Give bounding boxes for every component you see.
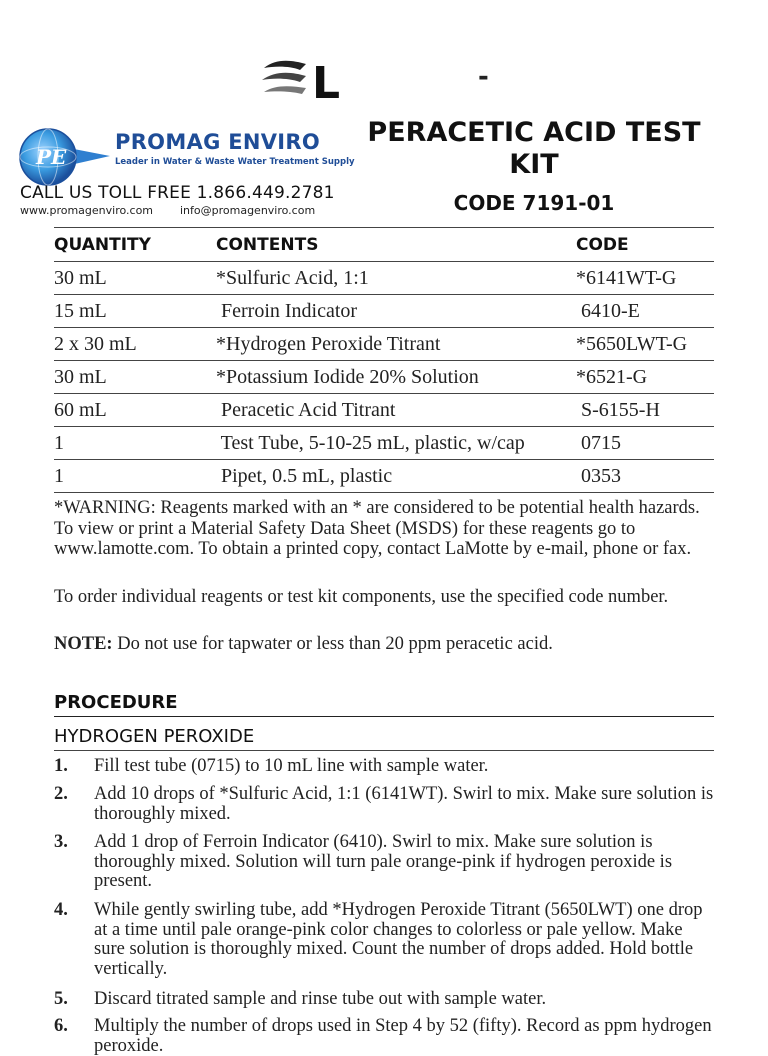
- globe-icon: [18, 126, 112, 188]
- warning-text: *WARNING: Reagents marked with an * are considered to be potential health hazards. To view or print a Material Safety Data Sheet (MSDS) for these reagents go to www.lamotte.com. To obtain a printed copy, contact LaMotte by e-mail, phone or fax.: [54, 498, 700, 559]
- header-code: CODE: [576, 228, 714, 262]
- table-row: [54, 427, 714, 460]
- step-number: 3.: [54, 832, 68, 852]
- step-number: 1.: [54, 756, 68, 776]
- cell-code: *6521-G: [576, 361, 714, 394]
- svg-text:PE: PE: [36, 145, 67, 169]
- cell-contents: *Hydrogen Peroxide Titrant: [216, 328, 576, 361]
- order-text: To order individual reagents or test kit components, use the specified code number.: [54, 587, 669, 607]
- table-row: [54, 262, 714, 295]
- hydrogen-peroxide-heading: HYDROGEN PEROXIDE: [54, 726, 714, 751]
- step-text: Add 10 drops of *Sulfuric Acid, 1:1 (6141WT). Swirl to mix. Make sure solution is thoroughly mixed.: [94, 784, 714, 824]
- cell-code: 0353: [576, 460, 714, 493]
- step-text: While gently swirling tube, add *Hydrogen Peroxide Titrant (5650LWT) one drop at a time until pale orange-pink color changes to colorless or pale yellow. Make sure solution is thoroughly mixed. Count the number of drops added. Hold bottle vertically.: [94, 900, 703, 979]
- step-number: 6.: [54, 1016, 68, 1036]
- logo-tagline: Leader in Water & Waste Water Treatment Supply: [115, 157, 355, 167]
- logo-company-name: PROMAG ENVIRO: [115, 130, 321, 154]
- logo-phone: CALL US TOLL FREE 1.866.449.2781: [20, 183, 335, 203]
- step-number: 4.: [54, 900, 68, 920]
- title-line-2: KIT: [509, 149, 559, 180]
- cell-contents: *Sulfuric Acid, 1:1: [216, 262, 576, 295]
- kit-code: CODE 7191-01: [453, 191, 615, 215]
- note-text: [54, 634, 714, 655]
- table-row: [54, 460, 714, 493]
- table-row: [54, 394, 714, 427]
- cell-quantity: 1: [54, 427, 216, 460]
- brand-letter: L: [312, 58, 341, 102]
- step-text: Discard titrated sample and rinse tube out with sample water.: [94, 989, 547, 1009]
- cell-code: *5650LWT-G: [576, 328, 714, 361]
- cell-quantity: 1: [54, 460, 216, 493]
- note-body: Do not use for tapwater or less than 20 ppm peracetic acid.: [112, 634, 553, 654]
- header-contents: CONTENTS: [216, 228, 576, 262]
- table-row: [54, 328, 714, 361]
- step-text: Multiply the number of drops used in Step 4 by 52 (fifty). Record as ppm hydrogen peroxide.: [94, 1016, 712, 1056]
- lamotte-logo-mark: [262, 54, 342, 102]
- header-dash: -: [478, 62, 489, 92]
- cell-quantity: 60 mL: [54, 394, 216, 427]
- cell-contents: Pipet, 0.5 mL, plastic: [216, 460, 576, 493]
- header-quantity: QUANTITY: [54, 228, 216, 262]
- cell-code: *6141WT-G: [576, 262, 714, 295]
- table-row: [54, 295, 714, 328]
- cell-quantity: 30 mL: [54, 262, 216, 295]
- title-line-1: PERACETIC ACID TEST: [367, 117, 701, 148]
- cell-contents: Ferroin Indicator: [216, 295, 576, 328]
- step-text: Fill test tube (0715) to 10 mL line with sample water.: [94, 756, 489, 776]
- logo-email[interactable]: info@promagenviro.com: [180, 204, 316, 217]
- promag-logo: [18, 124, 355, 219]
- cell-code: 6410-E: [576, 295, 714, 328]
- contents-table: [54, 227, 714, 493]
- step-number: 5.: [54, 989, 68, 1009]
- cell-quantity: 30 mL: [54, 361, 216, 394]
- cell-contents: *Potassium Iodide 20% Solution: [216, 361, 576, 394]
- cell-quantity: 15 mL: [54, 295, 216, 328]
- logo-website[interactable]: www.promagenviro.com: [20, 204, 154, 217]
- cell-contents: Test Tube, 5-10-25 mL, plastic, w/cap: [216, 427, 576, 460]
- cell-contents: Peracetic Acid Titrant: [216, 394, 576, 427]
- table-row: [54, 361, 714, 394]
- cell-quantity: 2 x 30 mL: [54, 328, 216, 361]
- table-header-row: [54, 228, 714, 262]
- procedure-heading: PROCEDURE: [54, 692, 714, 717]
- note-label: NOTE:: [54, 634, 113, 654]
- step-text: Add 1 drop of Ferroin Indicator (6410). Swirl to mix. Make sure solution is thoroughly mixed. Solution will turn pale orange-pink if hydrogen peroxide is present.: [94, 832, 673, 891]
- cell-code: S-6155-H: [576, 394, 714, 427]
- page-title: [356, 117, 712, 181]
- step-number: 2.: [54, 784, 68, 804]
- cell-code: 0715: [576, 427, 714, 460]
